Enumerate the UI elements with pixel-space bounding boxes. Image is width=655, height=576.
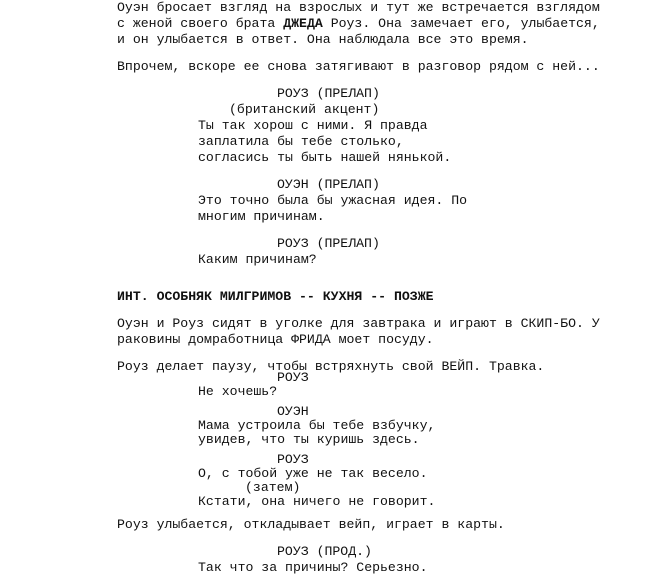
dialogue-line: Кстати, она ничего не говорит.	[198, 494, 436, 509]
action-text: Роуз. Она замечает его, улыбается,	[322, 16, 600, 31]
action-line: Оуэн бросает взгляд на взрослых и тут же встречается взглядом	[117, 0, 600, 15]
character-cue: РОУЗ (ПРЕЛАП)	[277, 236, 380, 251]
dialogue-line: заплатила бы тебе столько,	[198, 134, 404, 149]
dialogue-line: Ты так хорош с ними. Я правда	[198, 118, 428, 133]
character-name-bold: ДЖЕДА	[283, 16, 323, 31]
character-cue: РОУЗ	[277, 370, 309, 385]
dialogue-line: Мама устроила бы тебе взбучку,	[198, 418, 436, 433]
dialogue-line: О, с тобой уже не так весело.	[198, 466, 428, 481]
scene-heading: ИНТ. ОСОБНЯК МИЛГРИМОВ -- КУХНЯ -- ПОЗЖЕ	[117, 289, 434, 304]
parenthetical: (британский акцент)	[229, 102, 380, 117]
dialogue-line: Каким причинам?	[198, 252, 317, 267]
character-cue: РОУЗ (ПРЕЛАП)	[277, 86, 380, 101]
character-cue: ОУЭН (ПРЕЛАП)	[277, 177, 380, 192]
action-line: Впрочем, вскоре ее снова затягивают в разговор рядом с ней...	[117, 59, 600, 74]
action-line: раковины домработница ФРИДА моет посуду.	[117, 332, 434, 347]
action-line	[117, 16, 600, 32]
dialogue-line: увидев, что ты куришь здесь.	[198, 432, 420, 447]
dialogue-line: Не хочешь?	[198, 384, 278, 399]
action-line: и он улыбается в ответ. Она наблюдала все это время.	[117, 32, 529, 47]
action-line: Роуз улыбается, откладывает вейп, играет в карты.	[117, 517, 505, 532]
parenthetical: (затем)	[245, 480, 301, 495]
dialogue-line: согласись ты быть нашей нянькой.	[198, 150, 452, 165]
character-cue: РОУЗ	[277, 452, 309, 467]
action-line: Оуэн и Роуз сидят в уголке для завтрака и играют в СКИП-БО. У	[117, 316, 600, 331]
action-line: Роуз делает паузу, чтобы встряхнуть свой ВЕЙП. Травка.	[117, 359, 545, 374]
character-cue: ОУЭН	[277, 404, 309, 419]
dialogue-line: многим причинам.	[198, 209, 325, 224]
dialogue-line: Это точно была бы ужасная идея. По	[198, 193, 468, 208]
action-text: с женой своего брата	[117, 16, 284, 31]
dialogue-line: Так что за причины? Серьезно.	[198, 560, 428, 575]
character-cue: РОУЗ (ПРОД.)	[277, 544, 372, 559]
